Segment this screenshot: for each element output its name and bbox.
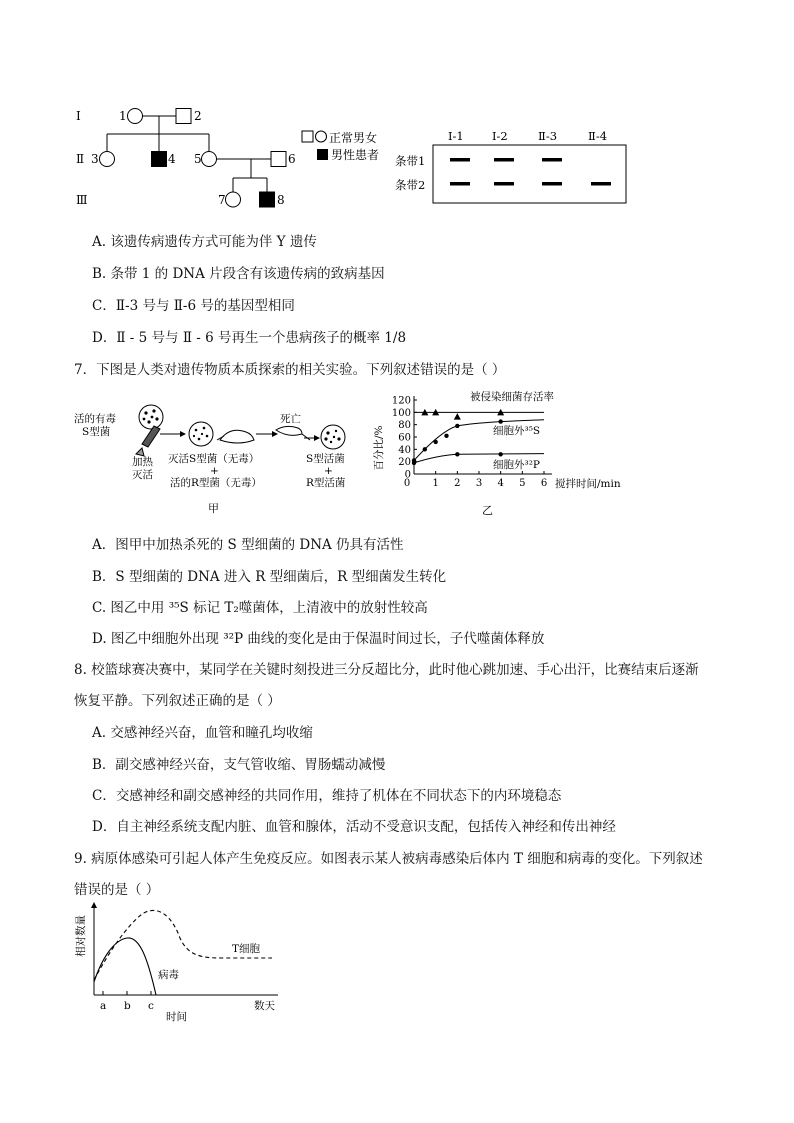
gen-label-2: Ⅱ (76, 152, 85, 166)
chart-y-tick-label: 120 (391, 395, 411, 407)
band-r2-lane3 (542, 182, 562, 186)
ind-label-2: 2 (194, 109, 202, 123)
ind-label-3: 3 (91, 152, 99, 166)
q7-option-b: B．S 型细菌的 DNA 进入 R 型细菌后，R 型细菌发生转化 (92, 569, 447, 585)
legend-normal-label: 正常男女 (329, 131, 378, 145)
ind-label-5: 5 (194, 152, 202, 166)
chart-y-axis-label: 百分比/% (373, 425, 385, 471)
ind-label-8: 8 (277, 193, 285, 207)
q7-option-d: D. 图乙中细胞外出现 ³²P 曲线的变化是由于保温时间过长，子代噬菌体释放 (92, 631, 545, 647)
q8-stem-line1: 8. 校篮球赛决赛中，某同学在关键时刻投进三分反超比分，此时他心跳加速、手心出汗，比赛结束后逐渐 (74, 662, 699, 678)
q9-stem-line1: 9. 病原体感染可引起人体产生免疫反应。如图表示某人被病毒感染后体内 T 细胞和病毒的变化。下列叙述 (74, 851, 703, 867)
q8-option-d: D．自主神经系统支配内脏、血管和腺体，活动不受意识支配，包括传入神经和传出神经 (92, 819, 616, 835)
band-r1-lane1 (450, 158, 470, 162)
chart-y-tick-label: 60 (398, 432, 411, 444)
chart-point-s35 (444, 434, 448, 438)
q8-stem-line2: 恢复平静。下列叙述正确的是（ ） (74, 693, 281, 709)
chart-x-tick-label: 6 (540, 478, 548, 489)
ind-label-6: 6 (288, 152, 296, 166)
chart-label-yi: 乙 (482, 504, 493, 517)
q9-stem-line2: 错误的是（ ） (74, 882, 160, 898)
band-r1-lane3 (542, 158, 562, 162)
q9-tick-b: b (124, 1000, 131, 1012)
bands-group (450, 158, 611, 186)
band-r2-lane2 (494, 182, 514, 186)
q8-option-a: A. 交感神经兴奋，血管和瞳孔均收缩 (92, 725, 313, 741)
jia-mix-2: 活的R型菌（无毒） (170, 477, 262, 489)
q9-y-axis-label: 相对数量 (75, 915, 87, 957)
pedigree-legend (300, 128, 400, 168)
ind-label-1: 1 (119, 109, 127, 123)
q7-option-c: C. 图乙中用 ³⁵S 标记 T₂噬菌体，上清液中的放射性较高 (92, 600, 428, 616)
chart-point-s35 (455, 424, 459, 428)
jia-plus-1: + (210, 465, 219, 477)
ind-label-7: 7 (218, 193, 226, 207)
q8-option-c: C．交感神经和副交感神经的共同作用，维持了机体在不同状态下的内环境稳态 (92, 788, 562, 804)
q9-tcell-label: T细胞 (232, 943, 261, 955)
ind-label-4: 4 (168, 152, 176, 166)
q7-stem: 7．下图是人类对遗传物质本质探索的相关实验。下列叙述错误的是（ ） (74, 362, 506, 378)
electrophoresis-figure (393, 125, 633, 205)
q8-option-b: B．副交感神经兴奋，支气管收缩、胃肠蠕动减慢 (92, 757, 386, 773)
lane-label-1: Ⅰ-1 (448, 129, 464, 143)
lane-label-3: Ⅱ-3 (538, 129, 558, 143)
jia-s-live: 活的有毒 (74, 413, 116, 425)
chart-y-tick-label: 80 (398, 420, 411, 432)
figure-yi-chart (370, 386, 660, 522)
chart-x-tick-label: 3 (475, 478, 483, 489)
q9-tick-a: a (100, 1000, 107, 1012)
legend-s35: 细胞外³⁵S (493, 425, 541, 437)
chart-point-survival (454, 413, 461, 420)
jia-plus-2: + (324, 465, 333, 477)
chart-x-axis-label: 搅拌时间/min (555, 478, 621, 490)
band-row-label-1: 条带1 (395, 154, 426, 168)
q9-end-label: 数天 (254, 1000, 275, 1012)
chart-y-tick-label: 20 (398, 457, 411, 469)
q7-option-a: A．图甲中加热杀死的 S 型细菌的 DNA 仍具有活性 (92, 537, 404, 553)
lane-label-4: Ⅱ-4 (588, 129, 608, 143)
chart-x-tick-label: 4 (497, 478, 504, 489)
chart-y-tick-label: 40 (398, 444, 411, 456)
chart-point-s35 (433, 440, 437, 444)
figure-jia (70, 400, 370, 518)
jia-mix-1: 灭活S型菌（无毒） (168, 453, 260, 465)
q9-x-axis-label: 时间 (166, 1011, 187, 1023)
lane-label-2: Ⅰ-2 (492, 129, 508, 143)
legend-survival: 被侵染细菌存活率 (470, 391, 554, 403)
figure-q9-graph (72, 900, 292, 1025)
jia-result-1: S型活菌 (306, 453, 345, 465)
chart-x-tick-label: 1 (432, 478, 439, 489)
chart-point-s35 (498, 419, 502, 423)
q6-option-a: A. 该遗传病遗传方式可能为伴 Y 遗传 (92, 234, 317, 250)
chart-point-p32 (455, 452, 459, 456)
band-r2-lane4 (591, 182, 611, 186)
jia-label: 甲 (208, 502, 219, 515)
q6-option-d: D．Ⅱ - 5 号与 Ⅱ - 6 号再生一个患病孩子的概率 1/8 (92, 330, 407, 346)
q9-tick-c: c (148, 1000, 154, 1012)
chart-y-tick-label: 100 (391, 407, 411, 419)
band-r1-lane2 (494, 158, 514, 162)
legend-p32: 细胞外³²P (493, 459, 540, 471)
jia-result-2: R型活菌 (306, 477, 346, 489)
legend-patient-label: 男性患者 (331, 148, 380, 162)
jia-heat: 加热 (132, 456, 153, 468)
chart-y-tick-label: 0 (404, 469, 411, 481)
chart-point-p32 (498, 452, 502, 456)
jia-kill: 灭活 (132, 469, 153, 481)
q6-option-b: B. 条带 1 的 DNA 片段含有该遗传病的致病基因 (92, 266, 385, 282)
q6-option-c: C．Ⅱ-3 号与 Ⅱ-6 号的基因型相同 (92, 298, 295, 314)
chart-point-p32 (412, 461, 416, 465)
chart-x-tick-label: 2 (454, 478, 461, 489)
chart-x-tick-label: 0 (403, 478, 411, 489)
jia-s-type: S型菌 (82, 426, 111, 438)
chart-x-tick-label: 5 (519, 478, 526, 489)
gen-label-1: Ⅰ (76, 109, 81, 123)
jia-dead: 死亡 (280, 413, 301, 425)
band-r2-lane1 (450, 182, 470, 186)
q9-virus-label: 病毒 (158, 969, 179, 981)
gen-label-3: Ⅲ (76, 193, 88, 207)
chart-point-s35 (423, 447, 427, 451)
band-row-label-2: 条带2 (395, 178, 426, 192)
